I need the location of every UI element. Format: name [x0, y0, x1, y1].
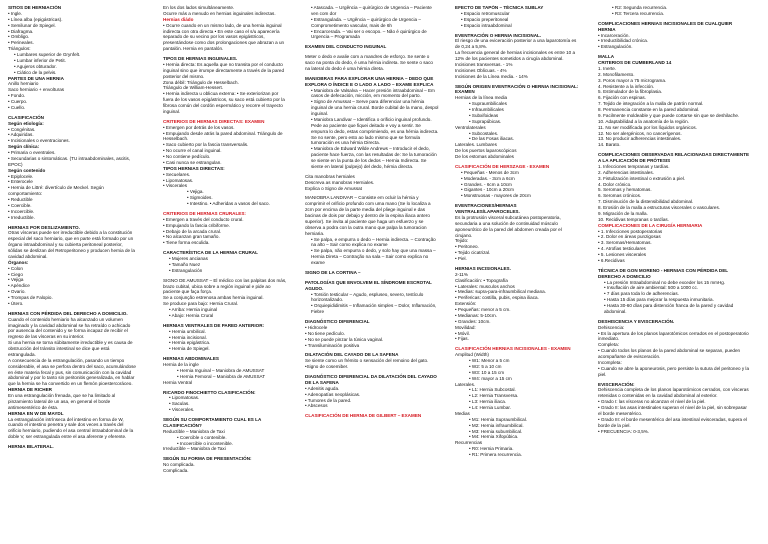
text-line: 9. Facilmente moldeable y que puede cortarse sin que se deshilache.: [598, 112, 740, 118]
text-line: • Supraumbilicales: [469, 101, 507, 107]
text-line: La estrangulación intrínseca del intestino en forma de W, cuando el intestino penetra y sale dos veces a través del orificio herniario, pudiendo el asa central intraabdominal de la doble V, ser estrangulada entre el asa aferente y eferente.: [8, 416, 134, 440]
text-line: Completa:: [598, 342, 619, 348]
section-heading: SEGÚN ORIGEN EVENTRACIÓN O HERNIA INCISIONAL: EXAMEN: [455, 83, 579, 95]
text-line: • 6.Recidivas: [598, 257, 625, 263]
text-line: • Semilunar de Spiegel.: [8, 22, 56, 28]
text-line: Anillo herniario: [8, 81, 39, 87]
section-heading: SEGÚN SU FORMA DE PRESENTACIÓN:: [163, 456, 252, 462]
section-heading: DILATACIÓN DEL CAYADO DE LA SAFENA: [305, 352, 399, 358]
text-line: • Saculas.: [169, 401, 190, 407]
text-line: Incisiones de la Línea media. - 14%: [455, 73, 528, 79]
section-heading: HERNIA DE RICHER: [8, 387, 52, 393]
text-line: Amplitud (Width): [455, 352, 489, 358]
section-heading: COMPLICACIONES HERNIAS INCISIONALES DE CUALQUIER HERNIA: [598, 20, 733, 32]
text-line: • Atascada. – Urgência – quirúrgico de Urgencia – Paciente ven com dor: [311, 5, 432, 16]
text-line: • Cuando todos los planos de la pared abdominal se separan, pueden acompañarse de evisceración.: [598, 348, 741, 359]
text-line: • Intestino. • Adheridas a vasos del saco.: [187, 201, 270, 206]
text-line: • Epiplocele.: [8, 173, 34, 179]
text-line: • Tumores de la pared.: [305, 397, 352, 403]
text-line: • Hidrocele: [305, 324, 328, 330]
text-line: Triángulos:: [8, 46, 31, 52]
text-line: • Perifericas: costilla, pubis, espina iliaca.: [455, 295, 539, 301]
text-line: El riesgo de una eviceración posterior a una laparotomía es de 0,24 a 5,8%.: [455, 38, 577, 50]
text-line: • Lumbar inferior de Petit.: [14, 57, 66, 63]
text-line: • Móvil.: [455, 330, 470, 336]
text-line: • Perineales.: [8, 40, 34, 46]
text-line: • Irreductibilidad crónica.: [598, 38, 649, 44]
text-line: • Medias: supra-para-infraumbilical mediana.: [455, 289, 546, 295]
text-line: • R3: Tercera recurrencia.: [612, 10, 665, 16]
text-line: 2-11%: [455, 271, 468, 277]
text-line: En una estrangulación frenada, que se ha limitado al pinzamiento lateral de un asa, en general el borde antimesentérico de ésta.: [8, 393, 116, 410]
text-line: • Es la apertura de los planos laparotómicos cerrados en el postoperatorio inmediato.: [598, 330, 749, 342]
text-line: 8. Erosión de la malla a estructuras viscerales o vasculares.: [598, 205, 721, 210]
section-heading: TIPOS DE HERNIAS INGUINALES.: [163, 56, 238, 61]
text-line: •Signo de cosemiber.: [305, 364, 349, 370]
text-line: Se siente como un frémito o sensación del remoino del gato.: [305, 358, 429, 364]
text-line: • Abajo: Hernia Crural: [169, 312, 214, 318]
text-line: De los estomas abdominales: [455, 154, 514, 159]
text-line: • Emergen a través del conducto crural.: [163, 216, 244, 222]
text-line: 1. Infecciones tempranas y tardías.: [598, 163, 670, 169]
text-line: • Adquiridas.: [8, 132, 34, 138]
text-line: • Línea alba (epigástricas).: [8, 16, 63, 22]
section-heading: HERNIAS ABDOMINALES: [163, 356, 219, 362]
text-line: • Abscesos: [305, 403, 328, 409]
text-line: Ocurre más a menudo en hernias inguinales indirectas.: [163, 10, 276, 16]
text-line: Hernias de la línea media: [455, 95, 508, 101]
text-line: • 7 días para toda lo de adherencias.: [604, 291, 679, 297]
text-line: 9. Migración de la malla.: [598, 210, 648, 216]
text-line: Triángulo de William-Hessert.: [163, 85, 224, 91]
section-heading: SEGÚN SU COMPORTAMIENTO CUAL ES LA CLASIFICACIÓN?: [163, 417, 262, 428]
text-line: • No alcanzan gran tamaño.: [163, 234, 220, 240]
text-line: • Monstruosas - mayores de 20cm: [461, 193, 531, 199]
text-line: • Infraumbilicales: [469, 107, 504, 112]
text-line: • Pequeñas: menor a 5 cm.: [455, 307, 511, 312]
text-line: • Estrangulación: [169, 267, 203, 273]
text-line: 3. Fistulización intestinal o extrusión a piel.: [598, 175, 686, 181]
text-line: • Moderadas. - 3cm a 6cm: [461, 175, 515, 181]
section-heading: DIAGNÓSTICO DIFERENCIAL: [305, 319, 370, 324]
text-line: 10. Recidivas tempranas o tardías.: [598, 216, 669, 222]
section-heading: CRITERIOS DE CUMBERLAND 14: [598, 60, 672, 65]
text-line: • Maniobra de Valsalva – Hacer presión intraabdominal – Em casos de defecación, micción, em momento del parto.: [311, 87, 435, 99]
section-heading: SITIOS DE HERNIACIÓN: [8, 5, 62, 10]
text-line: • Tamaño Nuez: [169, 261, 201, 267]
text-line: Cuando el contenido herniario ha alcanzado un volumen imaginado y la cavidad abdominal se ha retraído o achicado por ausencia del contenido y se forma incapaz de recibir el regreso de las vísceras en su interior.: [8, 316, 131, 340]
text-line: • Coercible o contenible.: [177, 434, 227, 440]
section-heading: CLASIFICACIÓN DE HERNIA DE GILBERT – EXAMEN: [305, 413, 422, 419]
text-line: 1. Inerte.: [598, 65, 617, 71]
text-line: • Fijas.: [455, 336, 469, 342]
text-line: 10. Adaptabilidad a la anatomía de la región.: [598, 118, 689, 124]
text-line: • Emergen por detrás de los vasos.: [163, 124, 235, 130]
text-line: Movilidad:: [455, 324, 476, 330]
text-line: • Peritoneo.: [455, 244, 479, 250]
text-line: Tejido:: [455, 238, 469, 244]
text-line: • Grado I: las vísceras no alcanzan el nivel de la piel.: [598, 399, 706, 405]
text-line: • Lipomatosas.: [163, 177, 194, 183]
text-line: • Orquiepididimitis – Inflamación simples – Dolor, Inflamación, Fiebre: [311, 303, 437, 315]
text-line: • Encarcerada. – Vai ser o escopo. – Não é quirúrgico de Urgencia – Programada: [311, 28, 427, 40]
text-line: Meter o dedo e avalie com a mandres de esforço. Se sente o saco na ponta do dedo, é uma hérnia indireta. Se sente o saco na lateral do dedo é uma hérnia direta.: [305, 54, 433, 71]
text-line: • Debajo de la arcada crural.: [163, 228, 222, 234]
text-line: • Incisionales o eventraciones.: [8, 138, 70, 144]
text-line: En los dos lados simultáneamente.: [163, 5, 235, 10]
text-line: • Hasta 30-60 días para distención franca de la pared y cavidad abdominal.: [604, 303, 734, 314]
text-line: • Enterocele: [8, 179, 33, 185]
text-line: • Grandes: 10cm.: [455, 318, 491, 324]
text-line: 5. Seromas y hematomas.: [598, 187, 652, 193]
text-line: • FRECUENCIA: 0-3,5%.: [598, 428, 650, 434]
text-line: TIPOS HERNIAS DIRECTAS:: [163, 165, 225, 171]
text-line: • W4: mayor a 15 cm: [469, 375, 512, 381]
section-heading: HERNIA BILATERAL.: [8, 444, 54, 449]
text-line: • Secundarias o sintomáticas. (TU intraabdominales, ascitis, EPOC): [8, 155, 131, 167]
text-line: Otras vísceras puede ser irreductible debido a la constitución especial del saco herniario, que en parte está formado por un órgano intraabdominal y su cubierta peritoneal posterior, sólidas se deslizan del Retroperitoneo y producen hernia de la cavidad abdominal.: [8, 230, 135, 259]
text-line: • No ocurre el canal inguinal.: [163, 148, 222, 154]
section-heading: HERNIAS VENTRALES DE PARED ANTERIOR:: [163, 322, 265, 328]
section-heading: EVENTRACIONES/HERNIAS VENTRALES/LAPAROCELES.: [455, 203, 520, 214]
text-line: • Colon: [8, 265, 23, 271]
text-line: • 3. Seromas/Hematomas.: [598, 240, 652, 246]
text-line: Según clínica:: [8, 144, 40, 150]
section-heading: HERNIA EN W DE MAYDL: [8, 410, 64, 416]
text-line: • Incoercible.: [8, 208, 35, 214]
text-line: • Viscerales: [163, 183, 187, 189]
text-line: Órganos:: [8, 259, 29, 265]
text-line: • Maniobra de Edward Wilde Andrews – Introducir el dedo, paciente hace fuerza, con las resultadas de: Se la tumoración se siente en la punta de los dedos – Hernia Indirecta. Se siente en lateral (pulpejo) del dedo, hérnia directa.: [311, 146, 437, 169]
text-line: • Vejiga: [8, 277, 24, 283]
text-line: Complicada.: [163, 468, 189, 473]
column-1: [8, 5, 136, 540]
section-heading: SIGNO DE LA CORTINA –: [305, 269, 361, 275]
text-line: Hernia Ventral: [163, 379, 193, 385]
text-line: 3. Poros mayor a 75 micrograma.: [598, 77, 667, 83]
text-line: • 2. Dolor en áreas punzigosas: [598, 234, 661, 240]
text-line: • Ombligo.: [8, 34, 30, 40]
text-line: • Agujeros obturador.: [14, 63, 57, 69]
text-line: • Incoercible o incontenible.: [177, 440, 234, 446]
text-line: • Cuando se abre la aponeurosis, pero persiste la sutura del peritoneo y la piel.: [598, 365, 749, 377]
text-line: • Hernia de Littré: divertículo de Meckel. Según comportamiento:: [8, 185, 104, 197]
section-heading: MANIOBRAS PARA EXPLORAR UNA HERNIA – DEDO QUE EXPLORA O ÍNDICE E O LADO A LADO – EXAME EXPLICA: [305, 75, 434, 87]
text-line: • Gigantes - 10cm a 20cm: [461, 187, 514, 193]
text-line: • Ciego: [8, 271, 23, 277]
text-line: • Espacio preperitoneal: [461, 16, 509, 22]
text-line: 4. Resistente a la infección.: [598, 83, 655, 89]
section-heading: HERNIAS CON PÉRDIDA DEL DERECHO A DOMICILIO.: [8, 310, 128, 316]
text-line: • Diafragma.: [8, 28, 34, 34]
text-line: Según contenido: [8, 167, 46, 173]
text-line: Se a conjunção estrenosa ambas hernia inguinal.: [163, 295, 264, 301]
text-line: • Tejido cicatrizal.: [455, 250, 491, 256]
section-heading: COMPLICACIONES OBSERVADAS RELACIONADAS DIRECTAMENTE A LA APLICACIÓN DE PRÓTESIS: [598, 152, 750, 163]
text-line: 13. No producir adherencias intestinales.: [598, 136, 682, 142]
section-heading: CARACTERÍSTICA DE LA HERNIA CRURAL: [163, 250, 258, 256]
column-2: [163, 5, 289, 540]
section-heading: RICARDO FINOCHIETTO CLASIFICACIÓN:: [163, 389, 256, 395]
text-line: • Subcostales.: [469, 130, 499, 136]
section-heading: PATOLOGÍAS QUE ENVOLVEM EL SÍNDROME ESCROTAL AGUDO.: [305, 279, 432, 291]
text-line: • W1: Menor a 5 cm: [469, 358, 510, 363]
text-line: • Piel.: [455, 256, 467, 261]
text-line: • La presión Intraabdominal no debe exceder los 15 mmHg.: [604, 279, 726, 285]
text-line: • Empujando desde atrás la pared abdominal. Triángulo de Hesselbach.: [163, 130, 283, 142]
text-line: • L3: Hernia iliaca.: [469, 399, 507, 405]
text-line: • Espacio intraabdominal: [461, 22, 512, 28]
text-line: • Signo de Amussat – Serve para diferenciar una hérnia inguinal de una hernia crural. Borde cubital de la mano, despol inguinal.: [311, 99, 439, 116]
text-line: • Mujeres ancianas: [169, 256, 208, 261]
text-line: • R1: Primera recurrencia.: [469, 452, 522, 457]
text-line: Se produce para bajo: Hernia Crural.: [163, 301, 239, 307]
section-heading: HERNIAS INCISIONALES.: [455, 265, 511, 271]
text-line: • R2: Segunda recurrencia.: [612, 5, 668, 10]
text-line: • 4. Atrofias testiculares: [598, 246, 646, 252]
text-line: • Hernia epigástrica.: [169, 340, 211, 346]
text-line: Incisiones Oblicuas. - 4%: [455, 67, 507, 73]
text-line: • Trompas de Falopio.: [8, 295, 53, 300]
text-line: Zona débil: Triángulo de Hesselbach.: [163, 79, 239, 85]
text-line: • Estrangulada. – Urgência – quirúrgico de Urgencia – Comprometimento vascular, mais de 6h: [311, 16, 421, 28]
text-line: • Adenopatías neoplásicas.: [305, 391, 361, 397]
text-line: 11. No ser modificada por los líquidos orgánicos.: [598, 124, 697, 130]
text-line: 6. Fijación con espinas.: [598, 95, 647, 101]
section-heading: DESHISCENCIA Y EVISCERACIÓN.: [598, 318, 675, 324]
section-heading: EVISCERACIÓN:: [598, 381, 635, 387]
text-line: • Útero.: [8, 300, 24, 306]
text-line: • No contiene pedículo.: [163, 154, 211, 159]
section-heading: EXAMEN DEL CONDUCTO INGUINAL: [305, 44, 387, 50]
text-line: • Estrangulación.: [598, 44, 633, 50]
text-line: • Hernia de Spiegel.: [169, 346, 210, 352]
text-line: • No tiene pedículo.: [305, 330, 345, 336]
text-line: Dehiscencia:: [598, 324, 625, 330]
text-line: • 5. Lesiones viscerales: [598, 252, 647, 257]
section-heading: MALLA: [598, 54, 615, 60]
text-line: • Hernia umbilical.: [169, 328, 206, 334]
text-line: Incisiones transversas. - 1%: [455, 61, 513, 67]
text-line: • Cuerpo.: [8, 99, 28, 104]
text-line: • W2: 5 a 10 cm: [469, 363, 502, 369]
column-3: [305, 5, 439, 540]
text-line: A consecuencia de la estrangulación, pasando un tiempo considerable, el asa se perfora dentro del saco, acumulándose en éste materia fecal y pus, sin comunicación con la cavidad abdominal y por lo tanto sin peritonitis generalizada, en hablar que la hernia se ha convertido en un flemón pioestercoráceo.: [8, 357, 136, 387]
text-line: • Irreductible.: [8, 214, 35, 220]
text-line: Dehiscencia completa de los planos laparotómicos cerrados, con vísceras retenidas o contenidas en la cavidad abdominal al exterior.: [598, 387, 749, 399]
text-line: Si una hernia se torna súbitamente irreductible y es causa de obstrucción del tránsito intestinal se dice que está estrangulada.: [8, 340, 133, 357]
text-line: • Hernia incisional.: [169, 334, 207, 340]
text-line: 2. Adherencias intestinales.: [598, 169, 654, 175]
text-line: 8. Permanencia constante en la pared abdominal.: [598, 107, 700, 112]
section-heading: CLASIFICACIÓN DE HERSZAGE - EXAMEN: [455, 163, 550, 169]
text-line: La frecuencia general de hernias incisionales es entre 10 a 12% de los pacientes sometidos a cirugía abdominal.: [455, 50, 576, 61]
text-line: • Se palpa, não empurra o dedo, y solo hay que una massa – Hernia Direta – Contração na sala – Sair como explica no exame: [311, 248, 436, 265]
section-heading: EVENTRACIÓN O HERNIA INCISIONAL.: [455, 32, 542, 38]
text-line: • Adenitis aguda.: [305, 385, 340, 391]
text-line: Incompleta:: [598, 359, 622, 365]
text-line: Extensión:: [455, 301, 477, 307]
text-line: 2. Monofilamento.: [598, 71, 635, 77]
text-line: • De las Fosas iliacas.: [469, 136, 515, 142]
section-heading: EFECTO DE TAPÓN – TÉCNICA SUBLAY: [455, 5, 544, 10]
text-line: • Transiluminación positiva: [305, 342, 360, 348]
text-line: Ventrolaterales: [455, 124, 486, 130]
text-line: • Se palpa, e empurra o dedo – Hernia indirecta. – Contração na alto – Sair como explica no exame: [311, 236, 436, 248]
text-line: • Espacio retromuscular: [461, 10, 510, 16]
text-line: • Suprapúbicas.: [469, 118, 502, 124]
text-line: De los puertos laparoscópicos: [455, 148, 517, 154]
text-line: • Subxifoideas: [469, 112, 499, 118]
text-line: Clasificación: • Topografía: [455, 277, 508, 283]
text-line: MANIOBRA LANDIVAR – Consiste em ocluir la hérnia y comprimir el orificio profundo com uma mano (Se lo localiza a 2cm por encima de la parte media del pliege inguinal e das bacinas de dois por debajo y dentro de la espina iliaca antero superior). Se invita al paciente que haga um esfuerzo y se observa a podra con la outra mano que palpa la tumoracion herniaria.: [305, 195, 431, 236]
text-line: • Hasta 15 días para mejorar la respuesta inmunitaria.: [604, 297, 714, 303]
text-line: • L2: Hernia Transversa.: [469, 393, 519, 399]
text-line: • No se puede pinzar la túnica vaginal.: [305, 336, 384, 342]
text-line: • Reductible: [8, 197, 33, 202]
text-line: • Primaria o eventrales.: [8, 150, 56, 155]
text-line: • M3: Hernia subumbilical.: [469, 428, 523, 434]
section-heading: PARTES DE UNA HERNIA: [8, 75, 64, 81]
text-line: Cita manobras herniales: [305, 173, 355, 179]
section-heading: Hernias diádo: [163, 16, 194, 22]
text-line: Laterales. Lumbares: [455, 142, 497, 148]
text-line: Saco herniario + envolturas: [8, 87, 65, 93]
section-heading: TÉCNICA DE GON MORENO - HERNIAS CON PÉRDIDA DEL DERECHO A DOMICILIO: [598, 267, 728, 279]
text-line: • Insuflación de aire ambiental: 500 a 1000 cc.: [604, 285, 699, 291]
section-heading: DIAGNÓSTICO DIFERENCIAL DA DILATACIÓN DEL CAYADO DE LA SAFENA: [305, 374, 437, 385]
text-line: • Maniobra Landivar – Identifica o orificio inguinal profundo. Pede ao paciente que fiquei deitado e voy a sentir. Se empurra lo dedo, estas comprimiendo, es una hérnia indirecta. Se no sente, pero esto ao lado mismo que se formula tumoración es una hérnia Directa.: [311, 116, 439, 146]
section-heading: CRITERIOS DE HERNIAS CRURALES:: [163, 210, 246, 216]
text-line: 12. No ser alergénicos, no cancerígenos.: [598, 130, 682, 136]
text-line: • Ciático de la pelvis.: [14, 69, 57, 75]
text-line: • 1. Infecciones postoperatorias: [598, 228, 663, 234]
text-line: • Incarceración.: [598, 32, 630, 38]
text-line: 6. Seromas crónicos.: [598, 193, 642, 199]
text-line: Es la protrusión visceral subcutánea postoperatoria, secundaria a una solución de continuidad músculo aponeurótico de la pared del abdomen creada por el cirujano.: [455, 214, 562, 238]
text-line: • Empujando la fascia cribiforme.: [163, 222, 230, 228]
text-line: • Grandes. - 6cm a 10cm: [461, 181, 512, 187]
text-line: • Saco cubierto por la fascia transversalis.: [163, 142, 249, 148]
column-5: [598, 5, 751, 540]
text-line: • Hernia indirecta u oblicua externa: • Se exteriorizan por fuera de los vasos epigástricos, su saco está cubierto por la fibrosa común del cordón espermático y recorre el trayecto inguinal.: [163, 91, 285, 114]
section-heading: CLASIFICACIÓN HERNIAS INCISIONALES - EXAMEN: [455, 346, 571, 352]
text-line: • Hernia directa: Es aquella que no transita por el conducto inguinal sino que irrumpe directamente a través de la pared posterior del mismo.: [163, 61, 285, 79]
text-line: • W3: 10 a 15 cm: [469, 369, 505, 375]
text-line: • Laterales: musculos anchos: [455, 283, 515, 289]
text-line: Laterales.: [455, 381, 476, 387]
text-line: • M1: Hernia Supraumbilical.: [469, 416, 528, 422]
text-line: Descreva as manobras Herniales.: [305, 179, 375, 185]
text-line: • Pequeñas - Menos de 3cm: [461, 169, 519, 175]
text-line: 7. Disminución de la distensibilidad abdominal.: [598, 199, 694, 205]
text-line: Hernia de la ingle: [163, 362, 199, 367]
section-heading: CRITERIOS DE HERNIAS DIRECTAS: EXAMEN: [163, 118, 265, 124]
text-line: • L4: Hernia Lumbar.: [469, 405, 511, 410]
text-line: • Viscerales.: [169, 407, 195, 413]
text-line: • Sigmoides.: [187, 195, 213, 201]
text-line: • Fondo.: [8, 93, 26, 99]
text-line: Irreductible – Maniobra de Taxi: [163, 446, 226, 452]
text-line: • Lipomatosas.: [169, 395, 200, 401]
text-line: • Cuello.: [8, 104, 26, 110]
text-line: • Casi nunca se estrangulan.: [163, 159, 222, 165]
text-line: • L1: Hernia Subcostal.: [469, 387, 516, 393]
text-line: • Tiene forma esculida.: [163, 240, 210, 246]
text-line: • M2: Hernia infraumbilical.: [469, 422, 524, 428]
text-line: 7. Tejido de integración a la malla de patrón normal.: [598, 101, 704, 107]
text-line: • R0: Hernia Primaria.: [469, 446, 514, 452]
text-line: No complicada.: [163, 462, 195, 468]
text-line: • Coercible.: [8, 202, 32, 208]
column-4: [455, 5, 580, 540]
section-heading: HERNIAS POR DESLIZAMIENTO.: [8, 224, 80, 230]
text-line: • Hernia Inguinal – Maniobra de AMUSSAT: [177, 367, 265, 373]
text-line: • M4: Hernia Xifopúbica.: [469, 434, 519, 440]
text-line: • Medianas: 5-10cm.: [455, 312, 497, 318]
text-line: Según etiología:: [8, 120, 44, 126]
text-line: • Secuelares.: [163, 171, 191, 177]
text-line: • Arriba: Hernia inguinal: [169, 307, 218, 312]
text-line: Recurrencias: [455, 440, 483, 446]
section-heading: COMPLICACIONES DE LA CIRUGÍA HERNIARIA: [598, 222, 703, 228]
text-line: • Congénitas.: [8, 126, 36, 132]
text-line: Medias: [455, 410, 470, 416]
text-line: • Vejiga.: [187, 189, 204, 195]
text-line: • Ingle.: [8, 10, 23, 16]
text-line: • Torsión testicular – Agudo, espluseo, severo, testículo horizontalizado.: [311, 291, 424, 303]
text-line: • Lumbares superior de Grynfelt.: [14, 52, 81, 57]
text-line: 5. Estimulador de la fibroplasia.: [598, 89, 663, 95]
section-heading: CLASIFICACIÓN: [8, 114, 44, 120]
text-line: SIGNO DE AMUSSAT – El médico con las palpitas dos más, brazo cubital, ubica sobre a región inguinal e pide ao paciente que faça força.: [163, 277, 287, 295]
text-line: 14. Barato.: [598, 142, 621, 148]
text-line: • Grado III: el borde mesentérico del asa intestinal evisceradas, supera el borde de la piel.: [598, 416, 747, 428]
text-line: 4. Dolor crónico.: [598, 181, 632, 187]
text-line: Explica o Signo de Amussat: [305, 185, 362, 191]
text-line: • Hernia Femoral – Maniobra de AMUSSAT: [177, 373, 266, 379]
text-line: • Ovario.: [8, 289, 26, 295]
text-line: • Apéndice: [8, 283, 30, 289]
text-line: • Grado II: las asas intestinales superan el nivel de la piel, sin sobrepasar el borde mesentérico.: [598, 405, 747, 416]
text-line: Reductible – Maniobra de Taxi: [163, 428, 225, 434]
text-line: • Ocurre cuando en un mismo lado, de una hernia inguinal indirecta con otra directa • En este caso el s/u aparecería separado de su vecino por los vasos epigástricos, presentándose como dos prolongaciones que abrazan a un pantalón. Hernia en pantalón.: [163, 22, 285, 52]
